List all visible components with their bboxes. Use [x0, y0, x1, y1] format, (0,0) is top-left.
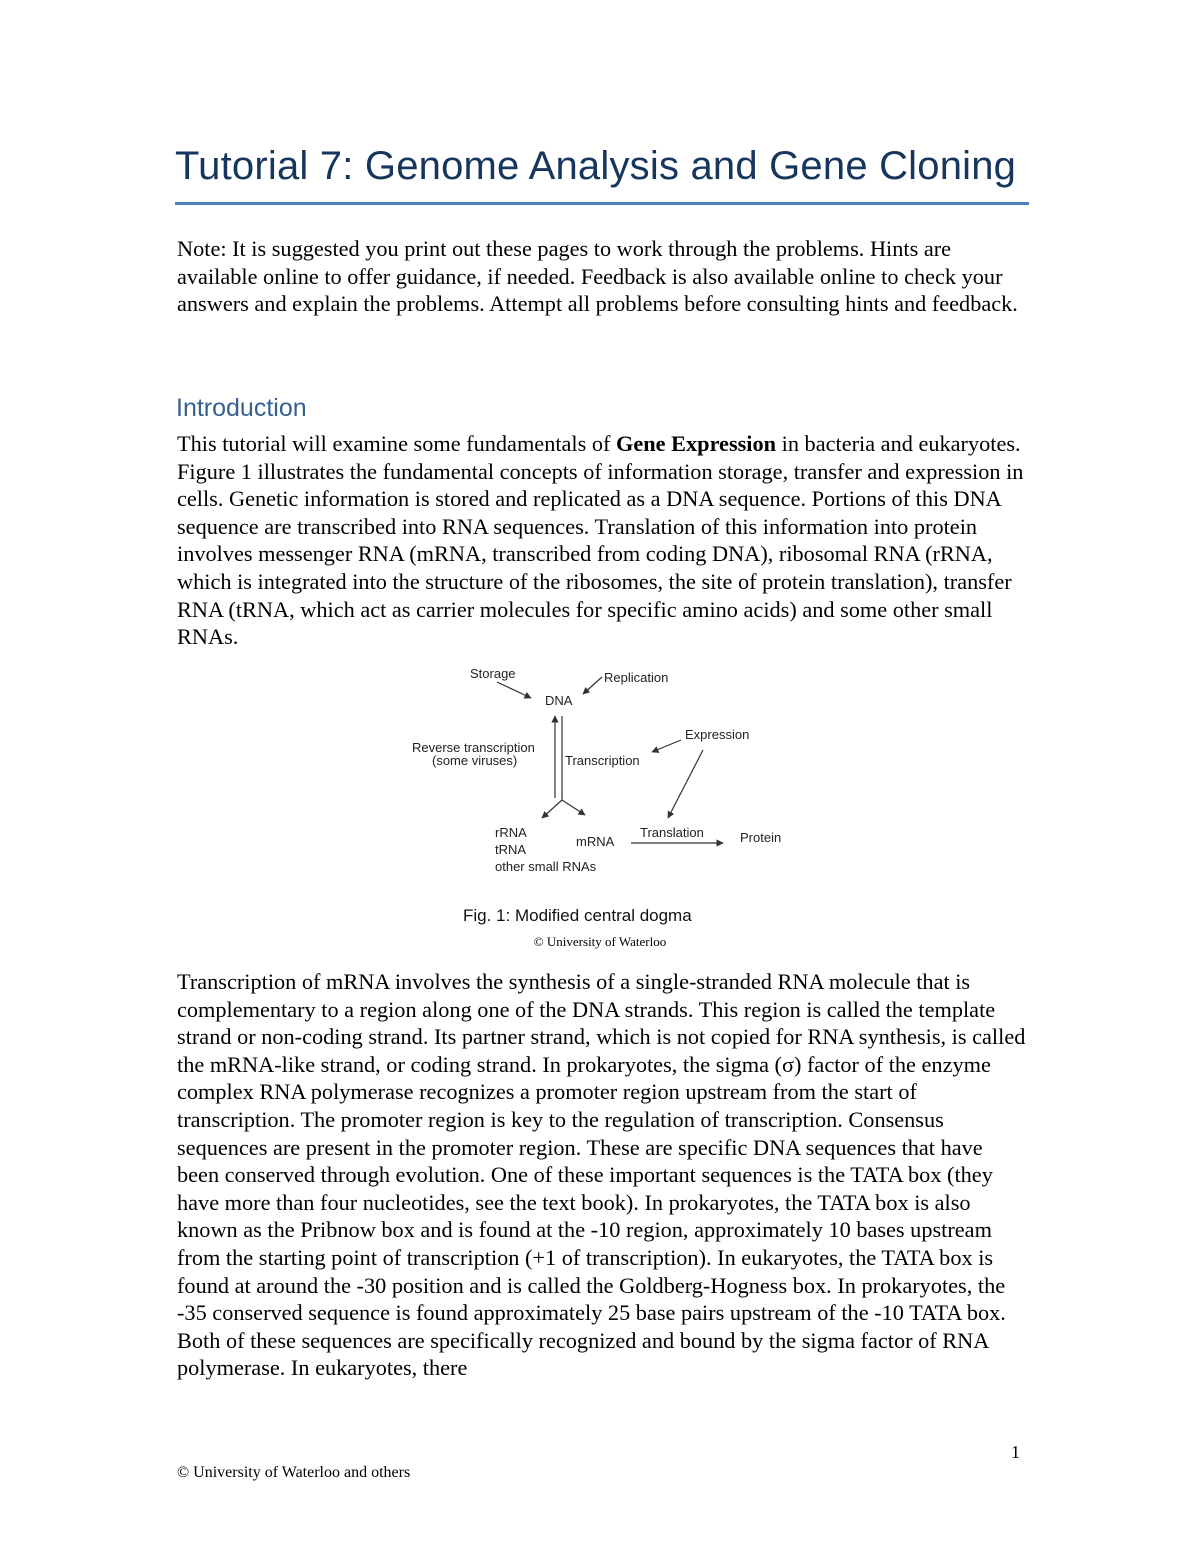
storage-arrow: [497, 682, 531, 698]
introduction-paragraph: [177, 430, 1027, 651]
page-title: Tutorial 7: Genome Analysis and Gene Cloning: [175, 144, 1017, 188]
expression-to-translation-arrow: [668, 750, 703, 818]
footer-copyright: © University of Waterloo and others: [177, 1464, 411, 1481]
fig-label-storage: Storage: [470, 666, 516, 681]
fig-label-rrna: rRNA: [495, 825, 527, 840]
fig-label-expression: Expression: [685, 727, 750, 742]
fig-label-transcription: Transcription: [565, 753, 640, 768]
section-heading-introduction: Introduction: [176, 394, 307, 422]
transcription-branch-left: [542, 800, 562, 818]
page-number: 1: [1011, 1442, 1020, 1462]
expression-to-transcription-arrow: [652, 740, 681, 752]
figure-copyright: © University of Waterloo: [533, 934, 667, 949]
note-paragraph: Note: It is suggested you print out these pages to work through the problems. Hints are available online to offer guidance, if needed. Feedback is also available online to check your answers and explain the problems. Attempt all problems before consulting hints and feedback.: [177, 236, 1018, 317]
fig-label-protein: Protein: [740, 830, 782, 845]
fig-label-other-small-rnas: other small RNAs: [495, 859, 597, 874]
fig-label-translation: Translation: [640, 825, 704, 840]
fig-label-replication: Replication: [604, 670, 669, 685]
fig-label-mrna: mRNA: [576, 834, 615, 849]
fig-label-some-viruses: (some viruses): [432, 753, 518, 768]
figure-caption: Fig. 1: Modified central dogma: [463, 906, 692, 925]
intro-text-start: This tutorial will examine some fundamentals of: [177, 431, 617, 456]
intro-text-end: in bacteria and eukaryotes. Figure 1 illustrates the fundamental concepts of information storage, transfer and expression in cells. Genetic information is stored and replicated as a DNA sequence. Portions of this DNA sequence are transcribed into RNA sequences. Translation of this information into protein involves messenger RNA (mRNA, transcribed from coding DNA), ribosomal RNA (rRNA, which is integrated into the structure of the ribosomes, the site of protein translation), transfer RNA (tRNA, which act as carrier molecules for specific amino acids) and some other small RNAs.: [177, 431, 1024, 650]
intro-bold-term: Gene Expression: [616, 431, 777, 456]
fig-label-reverse-transcription: Reverse transcription: [412, 740, 535, 755]
replication-arrow: [583, 677, 602, 694]
central-dogma-figure: [405, 660, 805, 930]
transcription-paragraph: Transcription of mRNA involves the synthesis of a single-stranded RNA molecule that is complementary to a region along one of the DNA strands. This region is called the template strand or non-coding strand. Its partner strand, which is not copied for RNA synthesis, is called the mRNA-like strand, or coding strand. In prokaryotes, the sigma (σ) factor of the enzyme complex RNA polymerase recognizes a promoter region upstream from the start of transcription. The promoter region is key to the regulation of transcription. Consensus sequences are present in the promoter region. These are specific DNA sequences that have been conserved through evolution. One of these important sequences is the TATA box (they have more than four nucleotides, see the text book). In prokaryotes, the TATA box is also known as the Pribnow box and is found at the -10 region, approximately 10 bases upstream from the starting point of transcription (+1 of transcription). In eukaryotes, the TATA box is found at around the -30 position and is called the Goldberg-Hogness box. In prokaryotes, the -35 conserved sequence is found approximately 25 base pairs upstream of the -10 TATA box. Both of these sequences are specifically recognized and bound by the sigma factor of RNA polymerase. In eukaryotes, there: [177, 969, 1026, 1381]
transcription-branch-right: [562, 800, 585, 815]
fig-label-dna: DNA: [545, 693, 573, 708]
fig-label-trna: tRNA: [495, 842, 527, 857]
title-underline: [175, 202, 1029, 205]
